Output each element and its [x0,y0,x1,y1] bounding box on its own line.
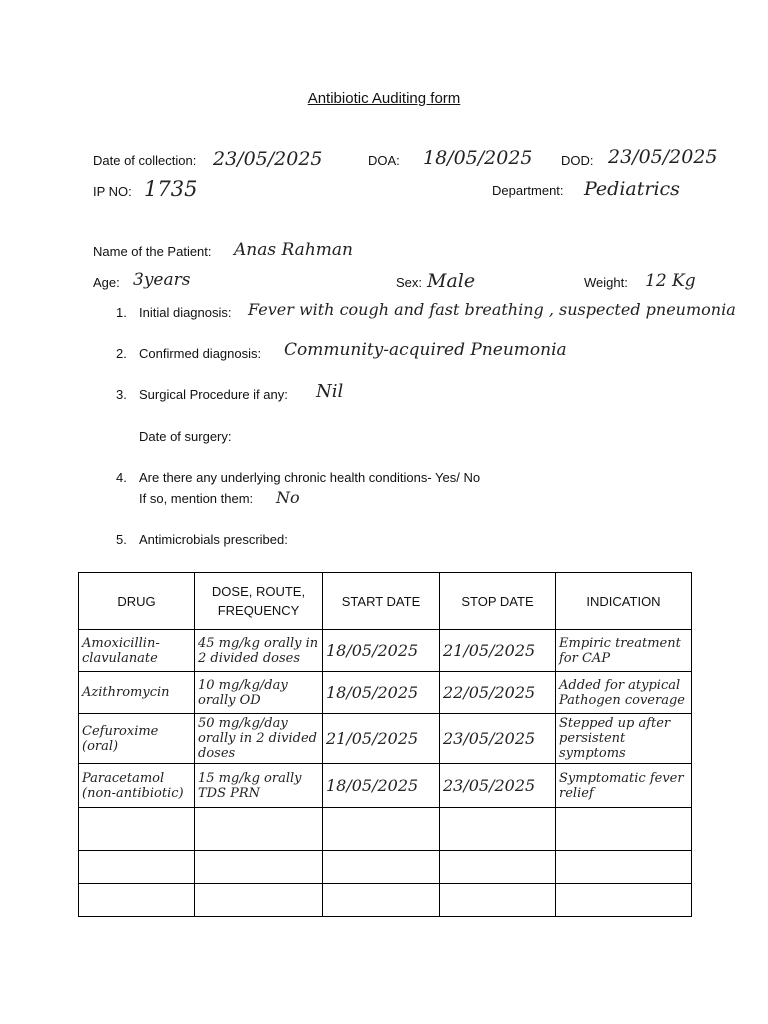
table-row [79,764,692,808]
ip-no-value: 1735 [144,177,198,201]
empty-cell [556,851,692,884]
chronic-conditions-label: Are there any underlying chronic health conditions- Yes/ No [139,470,481,485]
dose-cell: 50 mg/kg/day orally in 2 divided doses [195,714,323,764]
dose-cell: 45 mg/kg orally in 2 divided doses [195,630,323,672]
stop-date-cell: 22/05/2025 [440,672,556,714]
age-label: Age: [93,275,120,290]
confirmed-diagnosis-value: Community-acquired Pneumonia [284,340,567,360]
ip-no-label: IP NO: [93,184,132,199]
q4-number: 4. [116,470,127,485]
table-row-empty [79,851,692,884]
surgical-procedure-value: Nil [316,381,344,402]
empty-cell [79,851,195,884]
date-of-collection-label: Date of collection: [93,153,197,168]
table-row [79,714,692,764]
dose-cell: 15 mg/kg orally TDS PRN [195,764,323,808]
indication-header: INDICATION [556,573,692,630]
dose-cell: 10 mg/kg/day orally OD [195,672,323,714]
antimicrobials-table [78,572,692,917]
dod-value: 23/05/2025 [608,146,718,168]
indication-cell: Symptomatic fever relief [556,764,692,808]
table-row-empty [79,808,692,851]
date-of-collection-value: 23/05/2025 [213,148,323,170]
empty-cell [79,808,195,851]
doa-label: DOA: [368,153,400,168]
drug-cell: Cefuroxime (oral) [79,714,195,764]
department-value: Pediatrics [584,178,680,200]
confirmed-diagnosis-label: Confirmed diagnosis: [139,346,262,361]
start-date-cell: 18/05/2025 [323,764,440,808]
empty-cell [440,884,556,917]
empty-cell [79,884,195,917]
surgical-procedure-label: Surgical Procedure if any: [139,387,288,402]
stop-date-cell: 23/05/2025 [440,764,556,808]
patient-name-label: Name of the Patient: [93,244,212,259]
indication-cell: Stepped up after persistent symptoms [556,714,692,764]
drug-header: DRUG [79,573,195,630]
form-title: Antibiotic Auditing form [307,90,461,107]
empty-cell [556,808,692,851]
patient-name-value: Anas Rahman [234,240,353,260]
department-label: Department: [492,183,564,198]
start-date-cell: 18/05/2025 [323,630,440,672]
indication-cell: Empiric treatment for CAP [556,630,692,672]
q1-number: 1. [116,305,127,320]
indication-cell: Added for atypical Pathogen coverage [556,672,692,714]
empty-cell [195,851,323,884]
start-date-cell: 18/05/2025 [323,672,440,714]
q2-number: 2. [116,346,127,361]
empty-cell [323,808,440,851]
initial-diagnosis-label: Initial diagnosis: [139,305,232,320]
q5-number: 5. [116,532,127,547]
q3-number: 3. [116,387,127,402]
sex-label: Sex: [396,275,423,290]
doa-value: 18/05/2025 [423,147,533,169]
table-row [79,672,692,714]
table-row-empty [79,884,692,917]
start-date-cell: 21/05/2025 [323,714,440,764]
empty-cell [195,884,323,917]
empty-cell [323,851,440,884]
empty-cell [440,851,556,884]
stop-date-cell: 21/05/2025 [440,630,556,672]
empty-cell [195,808,323,851]
weight-value: 12 Kg [645,271,696,291]
drug-cell: Amoxicillin-clavulanate [79,630,195,672]
age-value: 3years [133,270,191,290]
stop-date-cell: 23/05/2025 [440,714,556,764]
antimicrobials-label: Antimicrobials prescribed: [139,532,288,547]
chronic-conditions-value: No [276,488,300,507]
table-header-row [79,573,692,630]
mention-conditions-label: If so, mention them: [139,491,254,506]
empty-cell [556,884,692,917]
date-of-surgery-label: Date of surgery: [139,429,232,444]
empty-cell [440,808,556,851]
weight-label: Weight: [584,275,628,290]
drug-cell: Paracetamol (non-antibiotic) [79,764,195,808]
dose-header: DOSE, ROUTE, FREQUENCY [195,573,323,630]
initial-diagnosis-value: Fever with cough and fast breathing , suspected pneumonia [248,300,736,319]
sex-value: Male [427,270,476,292]
empty-cell [323,884,440,917]
table-row [79,630,692,672]
stop-date-header: STOP DATE [440,573,556,630]
start-date-header: START DATE [323,573,440,630]
drug-cell: Azithromycin [79,672,195,714]
dod-label: DOD: [561,153,594,168]
